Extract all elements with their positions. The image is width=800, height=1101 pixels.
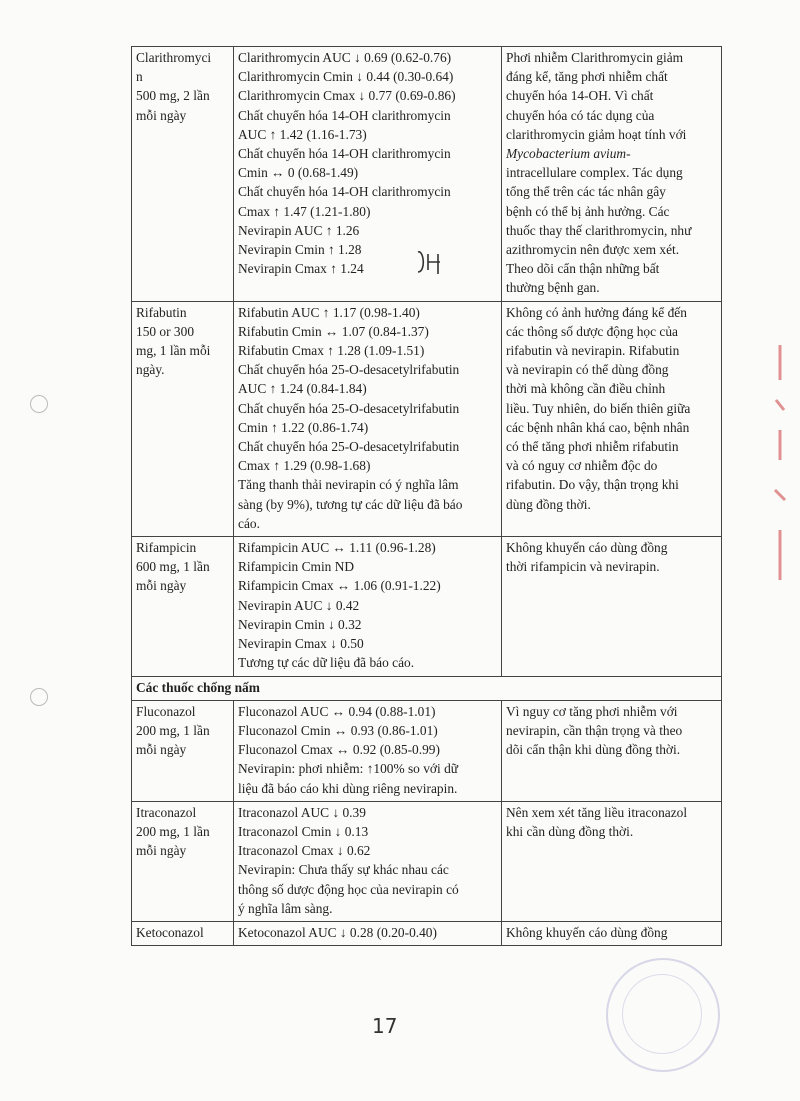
drug-cell: Rifabutin 150 or 300 mg, 1 lần mỗi ngày. xyxy=(132,301,234,536)
table-row xyxy=(132,537,722,676)
handwritten-initials xyxy=(414,248,448,276)
effect-cell: Rifampicin AUC ↔ 1.11 (0.96-1.28) Rifampicin Cmin ND Rifampicin Cmax ↔ 1.06 (0.91-1.22) Nevirapin AUC ↓ 0.42 Nevirapin Cmin ↓ 0.32 Nevirapin Cmax ↓ 0.50 Tương tự các dữ liệu đã báo cáo. xyxy=(234,537,502,676)
interaction-table xyxy=(131,46,722,946)
punch-hole xyxy=(30,395,48,413)
drug-cell: Fluconazol 200 mg, 1 lần mỗi ngày xyxy=(132,700,234,801)
effect-cell: Ketoconazol AUC ↓ 0.28 (0.20-0.40) xyxy=(234,921,502,945)
effect-cell: Itraconazol AUC ↓ 0.39 Itraconazol Cmin ↓ 0.13 Itraconazol Cmax ↓ 0.62 Nevirapin: Chưa thấy sự khác nhau các thông số dược động học của nevirapin có ý nghĩa lâm sàng. xyxy=(234,801,502,921)
effect-cell: Clarithromycin AUC ↓ 0.69 (0.62-0.76) Clarithromycin Cmin ↓ 0.44 (0.30-0.64) Clarithromycin Cmax ↓ 0.77 (0.69-0.86) Chất chuyển hóa 14-OH clarithromycin AUC ↑ 1.42 (1.16-1.73) Chất chuyển hóa 14-OH clarithromycin Cmin ↔ 0 (0.68-1.49) Chất chuyển hóa 14-OH clarithromycin Cmax ↑ 1.47 (1.21-1.80) Nevirapin AUC ↑ 1.26 Nevirapin Cmin ↑ 1.28 Nevirapin Cmax ↑ 1.24 xyxy=(234,47,502,302)
recommendation-cell: Vì nguy cơ tăng phơi nhiễm với nevirapin, cần thận trọng và theo dõi cẩn thận khi dùng đồng thời. xyxy=(502,700,722,801)
table-row xyxy=(132,801,722,921)
table-row xyxy=(132,921,722,945)
drug-cell: Itraconazol 200 mg, 1 lần mỗi ngày xyxy=(132,801,234,921)
table-row xyxy=(132,301,722,536)
effect-cell: Fluconazol AUC ↔ 0.94 (0.88-1.01) Fluconazol Cmin ↔ 0.93 (0.86-1.01) Fluconazol Cmax ↔ 0.92 (0.85-0.99) Nevirapin: phơi nhiễm: ↑100% so với dữ liệu đã báo cáo khi dùng riêng nevirapin. xyxy=(234,700,502,801)
official-stamp xyxy=(606,958,720,1072)
recommendation-cell: Không khuyến cáo dùng đồng thời rifampicin và nevirapin. xyxy=(502,537,722,676)
recommendation-cell: Nên xem xét tăng liều itraconazol khi cần dùng đồng thời. xyxy=(502,801,722,921)
page-number: 17 xyxy=(372,1014,398,1038)
drug-cell: Clarithromyci n 500 mg, 2 lần mỗi ngày xyxy=(132,47,234,302)
punch-hole xyxy=(30,688,48,706)
drug-cell: Rifampicin 600 mg, 1 lần mỗi ngày xyxy=(132,537,234,676)
table-row xyxy=(132,700,722,801)
recommendation-cell: Không có ảnh hưởng đáng kể đến các thông số dược động học của rifabutin và nevirapin. Rifabutin và nevirapin có thể dùng đồng thời mà không cần điều chỉnh liều. Tuy nhiên, do biến thiên giữa các bệnh nhân khá cao, bệnh nhân có thể tăng phơi nhiễm rifabutin và có nguy cơ nhiễm độc do rifabutin. Do vậy, thận trọng khi dùng đồng thời. xyxy=(502,301,722,536)
recommendation-cell: Không khuyến cáo dùng đồng xyxy=(502,921,722,945)
red-margin-stamp xyxy=(770,340,790,590)
official-stamp-inner xyxy=(622,974,702,1054)
recommendation-cell: Phơi nhiễm Clarithromycin giảm đáng kể, tăng phơi nhiễm chất chuyển hóa 14-OH. Vì chất chuyển hóa có tác dụng của clarithromycin giảm hoạt tính với Mycobacterium avium- intracellulare complex. Tác dụng tổng thể trên các tác nhân gây bệnh có thể bị ảnh hưởng. Các thuốc thay thế clarithromycin, như azithromycin nên được xem xét. Theo dõi cẩn thận những bất thường bệnh gan. xyxy=(502,47,722,302)
drug-cell: Ketoconazol xyxy=(132,921,234,945)
section-title: Các thuốc chống nấm xyxy=(132,676,722,700)
section-header-row xyxy=(132,676,722,700)
effect-cell: Rifabutin AUC ↑ 1.17 (0.98-1.40) Rifabutin Cmin ↔ 1.07 (0.84-1.37) Rifabutin Cmax ↑ 1.28 (1.09-1.51) Chất chuyển hóa 25-O-desacetylrifabutin AUC ↑ 1.24 (0.84-1.84) Chất chuyển hóa 25-O-desacetylrifabutin Cmin ↑ 1.22 (0.86-1.74) Chất chuyển hóa 25-O-desacetylrifabutin Cmax ↑ 1.29 (0.98-1.68) Tăng thanh thải nevirapin có ý nghĩa lâm sàng (by 9%), tương tự các dữ liệu đã báo cáo. xyxy=(234,301,502,536)
